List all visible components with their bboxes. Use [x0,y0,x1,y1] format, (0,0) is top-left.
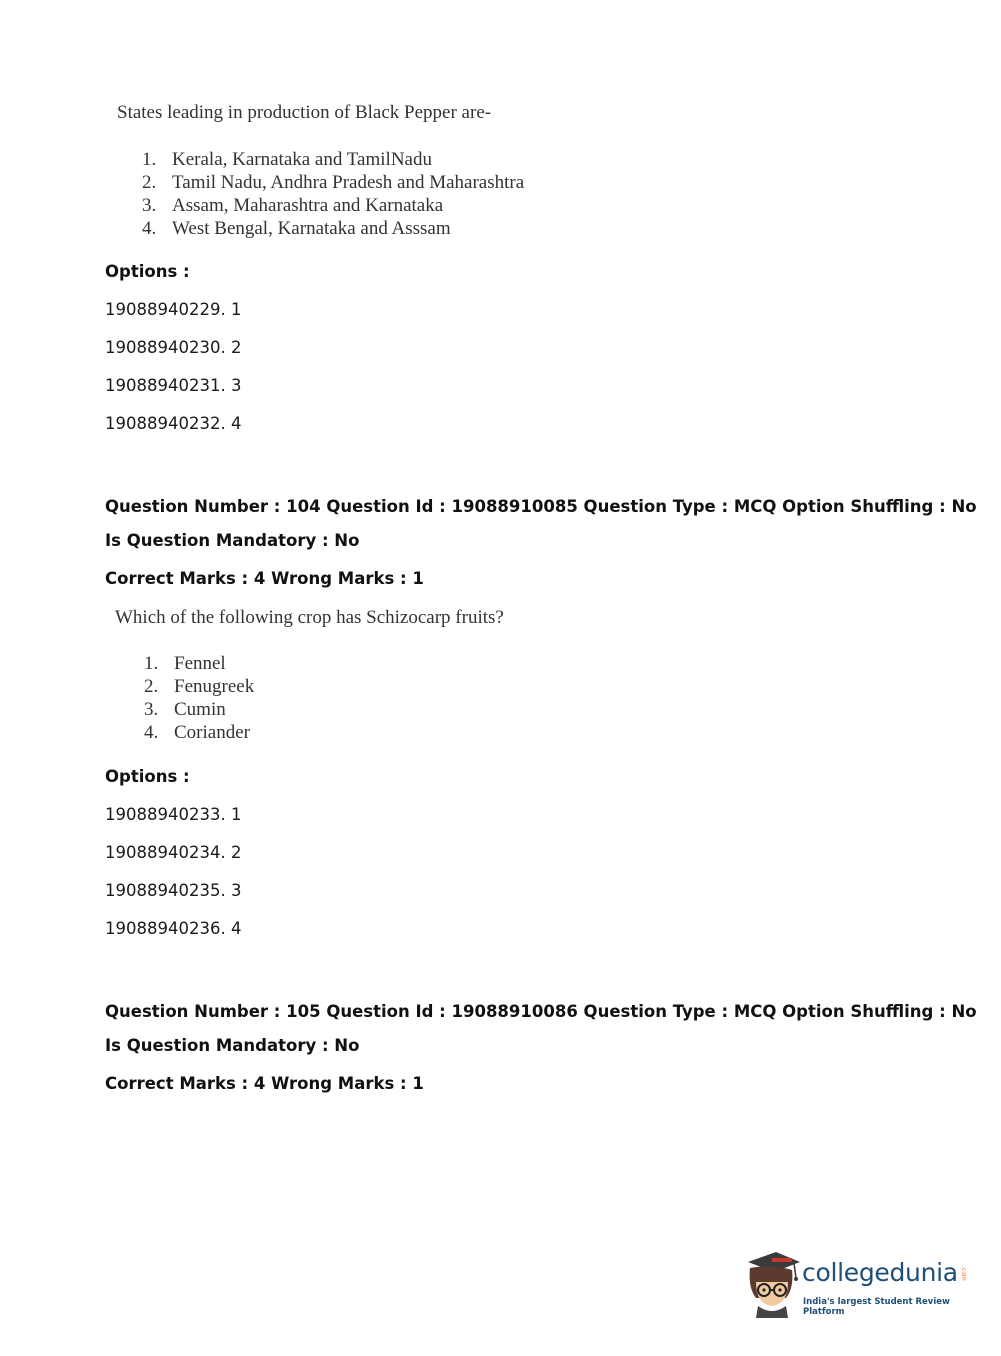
item-number: 1. [142,149,157,170]
option-line: 19088940236. 4 [105,919,242,938]
question-104-mandatory: Is Question Mandatory : No [105,531,360,550]
item-number: 4. [144,722,159,743]
item-number: 1. [144,653,159,674]
question-105-marks: Correct Marks : 4 Wrong Marks : 1 [105,1074,424,1093]
item-text: Cumin [174,699,226,720]
question-105-mandatory: Is Question Mandatory : No [105,1036,360,1055]
q104-item-4 [144,722,250,744]
item-number: 2. [142,172,157,193]
q103-item-1 [142,149,432,171]
option-line: 19088940229. 1 [105,300,242,319]
item-number: 3. [142,195,157,216]
question-105-header: Question Number : 105 Question Id : 19088910086 Question Type : MCQ Option Shuffling : No [105,1002,977,1021]
option-line: 19088940232. 4 [105,414,242,433]
item-number: 2. [144,676,159,697]
option-line: 19088940234. 2 [105,843,242,862]
option-line: 19088940231. 3 [105,376,242,395]
logo-tagline: India's largest Student Review Platform [803,1297,950,1317]
options-label: Options : [105,767,190,786]
q103-item-2 [142,172,524,194]
item-text: Fenugreek [174,676,255,697]
options-label: Options : [105,262,190,281]
item-text: Tamil Nadu, Andhra Pradesh and Maharashtra [172,172,525,193]
option-line: 19088940230. 2 [105,338,242,357]
item-text: Kerala, Karnataka and TamilNadu [172,149,432,170]
question-103-text: States leading in production of Black Pepper are- [117,102,492,123]
question-104-marks: Correct Marks : 4 Wrong Marks : 1 [105,569,424,588]
q103-item-4 [142,218,451,240]
question-104-header: Question Number : 104 Question Id : 19088910085 Question Type : MCQ Option Shuffling : No [105,497,977,516]
item-text: West Bengal, Karnataka and Asssam [172,218,451,239]
option-line: 19088940233. 1 [105,805,242,824]
mascot-icon [742,1248,804,1318]
item-text: Fennel [174,653,226,674]
collegedunia-logo [742,1248,972,1318]
item-text: Assam, Maharashtra and Karnataka [172,195,444,216]
option-line: 19088940235. 3 [105,881,242,900]
q103-item-3 [142,195,443,217]
item-number: 3. [144,699,159,720]
logo-wordmark: collegedunia [802,1258,958,1287]
item-text: Coriander [174,722,250,743]
logo-suffix: .com [960,1266,967,1281]
item-number: 4. [142,218,157,239]
q104-item-2 [144,676,254,698]
q104-item-3 [144,699,226,721]
question-104-text: Which of the following crop has Schizocarp fruits? [115,607,504,628]
q104-item-1 [144,653,226,675]
